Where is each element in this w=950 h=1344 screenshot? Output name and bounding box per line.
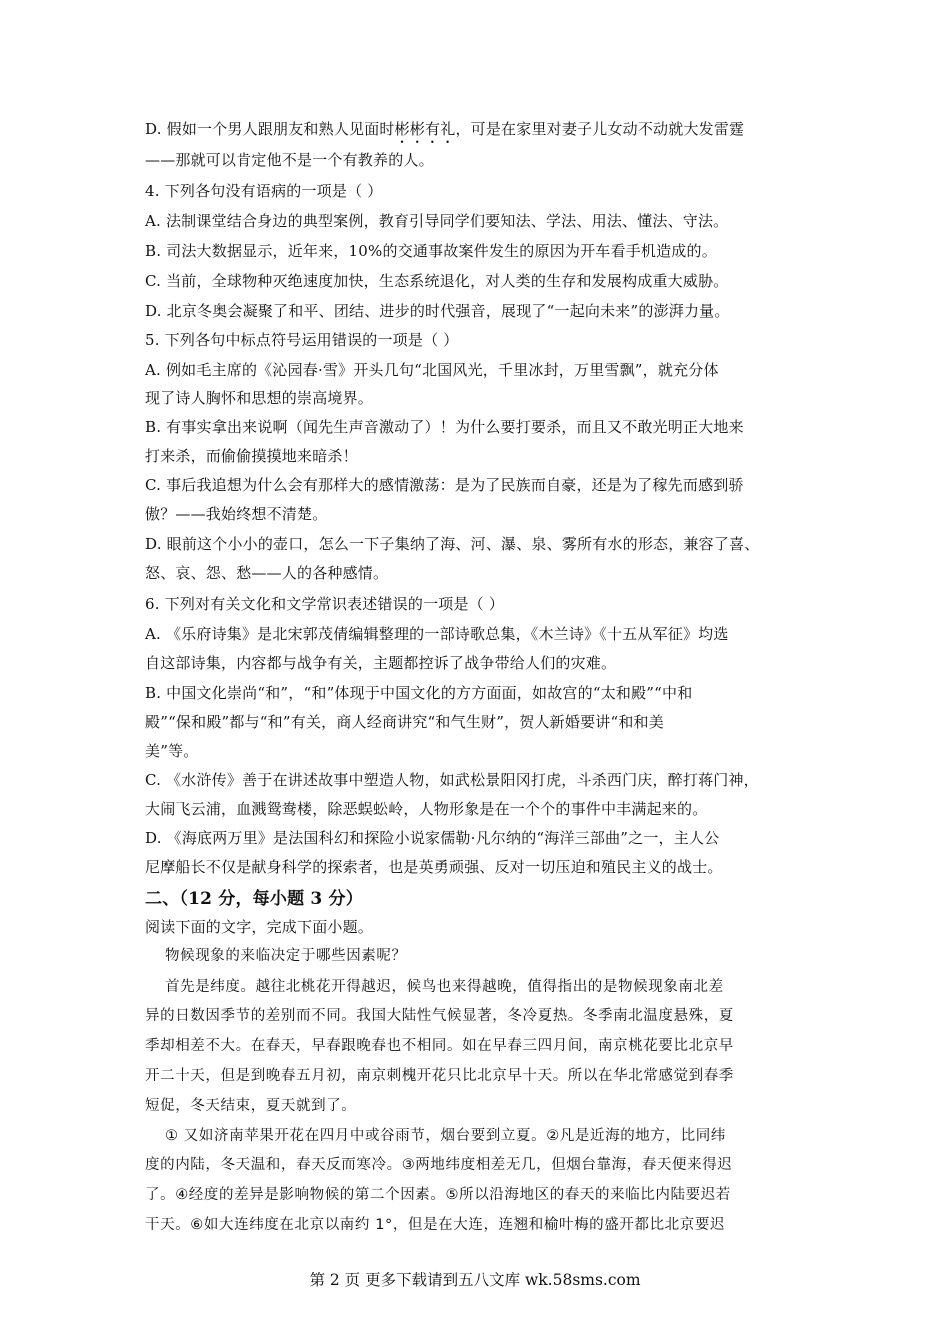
passage-line: 干天。⑥如大连纬度在北京以南约 1°，但是在大连，连翘和榆叶梅的盛开都比北京要迟 bbox=[145, 1217, 726, 1233]
q5-stem: 5. 下列各句中标点符号运用错误的一项是（ ） bbox=[145, 331, 459, 349]
passage-line: 短促，冬天结束，夏天就到了。 bbox=[145, 1098, 357, 1114]
q4-option-a: A. 法制课堂结合身边的典型案例，教育引导同学们要知法、学法、用法、懂法、守法。 bbox=[145, 212, 729, 230]
q6-line: A. 《乐府诗集》是北宋郭茂倩编辑整理的一部诗歌总集，《木兰诗》《十五从军征》均选 bbox=[145, 625, 729, 643]
q6-line: C. 《水浒传》善于在讲述故事中塑造人物，如武松景阳冈打虎，斗杀西门庆，醉打蒋门神， bbox=[145, 771, 759, 789]
q6-line: 美”等。 bbox=[145, 742, 199, 760]
q3-option-d-line2: ——那就可以肯定他不是一个有教养的人。 bbox=[145, 151, 434, 169]
q6-line: 尼摩船长不仅是献身科学的探索者，也是英勇顽强、反对一切压迫和殖民主义的战士。 bbox=[145, 858, 723, 876]
q5-line: 傲？——我始终想不清楚。 bbox=[145, 505, 328, 523]
passage-title: 物候现象的来临决定于哪些因素呢？ bbox=[165, 948, 407, 964]
q6-line: 大闹飞云浦，血溅鸳鸯楼，除恶蜈蚣岭，人物形象是在一个个的事件中丰满起来的。 bbox=[145, 800, 708, 818]
q6-line: 殿”“保和殿”都与“和”有关，商人经商讲究“和气生财”，贺人新婚要讲“和和美 bbox=[145, 713, 664, 731]
passage-line: 季却相差不大。在春天，早春跟晚春也不相同。如在早春三四月间，南京桃花要比北京早 bbox=[145, 1038, 734, 1054]
q4-option-d: D. 北京冬奥会凝聚了和平、团结、进步的时代强音，展现了“一起向未来”的澎湃力量。 bbox=[145, 302, 730, 320]
q5-line: B. 有事实拿出来说啊（闻先生声音激动了）！为什么要打要杀，而且又不敢光明正大地来 bbox=[145, 418, 744, 436]
q6-stem: 6. 下列对有关文化和文学常识表述错误的一项是（ ） bbox=[145, 595, 505, 613]
section2-heading: 二、（12 分，每小题 3 分） bbox=[145, 889, 363, 909]
q5-line: D. 眼前这个小小的壶口，怎么一下子集纳了海、河、瀑、泉、雾所有水的形态，兼容了喜、 bbox=[145, 535, 760, 553]
emphasized-phrase: 彬彬有礼 bbox=[394, 120, 456, 138]
q6-line: D. 《海底两万里》是法国科幻和探险小说家儒勒·凡尔纳的“海洋三部曲”之一，主人公 bbox=[145, 829, 720, 847]
q5-line: 现了诗人胸怀和思想的崇高境界。 bbox=[145, 389, 374, 407]
q4-option-c: C. 当前，全球物种灭绝速度加快，生态系统退化，对人类的生存和发展构成重大威胁。 bbox=[145, 272, 729, 290]
passage-line: 异的日数因季节的差别而不同。我国大陆性气候显著，冬冷夏热。冬季南北温度悬殊，夏 bbox=[145, 1008, 734, 1024]
q6-line: B. 中国文化崇尚“和”，“和”体现于中国文化的方方面面，如故宫的“太和殿”“中和 bbox=[145, 684, 693, 702]
q5-line: 打来杀，而偷偷摸摸地来暗杀！ bbox=[145, 447, 358, 465]
passage-line: 首先是纬度。越往北桃花开得越迟，候鸟也来得越晚，值得指出的是物候现象南北差 bbox=[165, 979, 724, 995]
passage-line: 度的内陆，冬天温和，春天反而寒冷。③两地纬度相差无几，但烟台靠海，春天便来得迟 bbox=[145, 1157, 733, 1173]
passage-line: 开二十天，但是到晚春五月初，南京刺槐开花只比北京早十天。所以在华北常感觉到春季 bbox=[145, 1068, 734, 1084]
passage-line: ① 又如济南苹果开花在四月中或谷雨节，烟台要到立夏。②凡是近海的地方，比同纬 bbox=[165, 1128, 726, 1144]
q3-option-d-line1: D. 假如一个男人跟朋友和熟人见面时彬彬有礼，可是在家里对妻子儿女动不动就大发雷霆 bbox=[145, 120, 745, 138]
q5-line: A. 例如毛主席的《沁园春·雪》开头几句“北国风光，千里冰封，万里雪飘”，就充分体 bbox=[145, 361, 719, 379]
q4-stem: 4. 下列各句没有语病的一项是（ ） bbox=[145, 182, 383, 200]
q6-line: 自这部诗集，内容都与战争有关，主题都控诉了战争带给人们的灾难。 bbox=[145, 654, 617, 672]
q5-line: C. 事后我追想为什么会有那样大的感情激荡：是为了民族而自豪，还是为了稼先而感到骄 bbox=[145, 476, 744, 494]
passage-line: 了。④经度的差异是影响物候的第二个因素。⑤所以沿海地区的春天的来临比内陆要迟若 bbox=[145, 1187, 731, 1203]
q4-option-b: B. 司法大数据显示，近年来，10%的交通事故案件发生的原因为开车看手机造成的。 bbox=[145, 242, 717, 260]
page-footer: 第 2 页 更多下载请到五八文库 wk.58sms.com bbox=[309, 1271, 641, 1289]
q5-line: 怒、哀、怨、愁——人的各种感情。 bbox=[145, 564, 389, 582]
section2-instruction: 阅读下面的文字，完成下面小题。 bbox=[145, 918, 374, 936]
